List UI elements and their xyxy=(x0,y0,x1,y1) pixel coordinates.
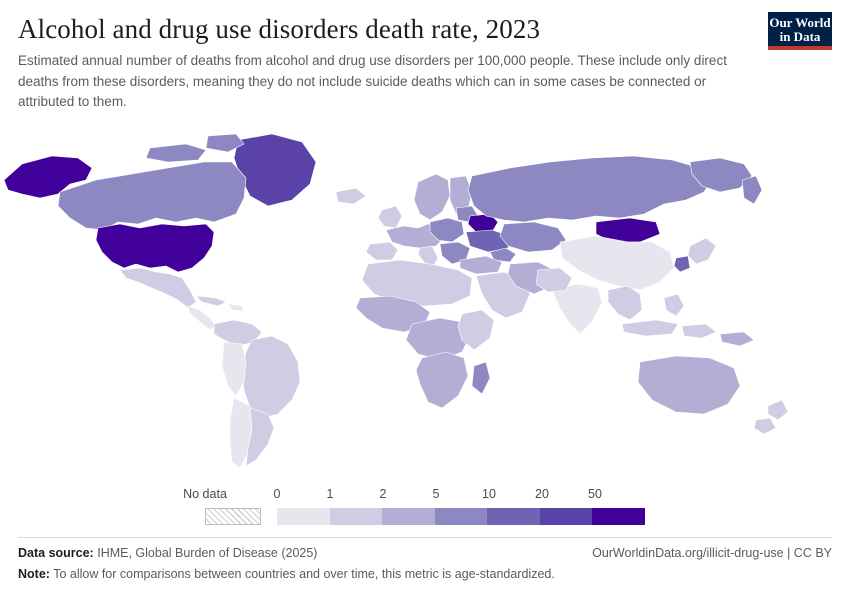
owid-logo-line1: Our World xyxy=(769,15,831,30)
legend-tick-20: 20 xyxy=(535,487,549,501)
legend-swatch-2-5[interactable] xyxy=(382,508,435,525)
country-new-zealand-south[interactable] xyxy=(754,418,776,434)
footer-note xyxy=(18,567,832,581)
legend-swatch-5-10[interactable] xyxy=(435,508,488,525)
country-philippines[interactable] xyxy=(664,294,684,316)
legend-tick-2: 2 xyxy=(379,487,387,501)
world-map-svg[interactable] xyxy=(0,118,850,478)
country-australia[interactable] xyxy=(638,356,740,414)
legend-color-bar[interactable] xyxy=(277,508,645,525)
world-map[interactable] xyxy=(0,118,850,478)
owid-logo-line2: in Data xyxy=(779,29,821,45)
country-mexico[interactable] xyxy=(120,268,196,308)
country-indonesia-2[interactable] xyxy=(682,324,716,338)
country-kamchatka[interactable] xyxy=(742,176,762,204)
country-cuba[interactable] xyxy=(196,296,226,306)
legend-swatch-20-50[interactable] xyxy=(540,508,593,525)
legend-tick-10: 10 xyxy=(482,487,496,501)
legend-swatch-1-2[interactable] xyxy=(330,508,383,525)
legend-no-data-label: No data xyxy=(183,487,227,501)
country-new-zealand[interactable] xyxy=(768,400,788,420)
country-india[interactable] xyxy=(552,284,602,334)
country-central-america[interactable] xyxy=(188,306,216,330)
legend-tick-1: 1 xyxy=(326,487,334,501)
legend-swatch-10-20[interactable] xyxy=(487,508,540,525)
footer-note-text: To allow for comparisons between countries and over time, this metric is age-standardized. xyxy=(53,567,555,581)
country-russia[interactable] xyxy=(468,156,712,222)
country-madagascar[interactable] xyxy=(472,362,490,394)
data-source xyxy=(18,546,317,560)
country-china[interactable] xyxy=(560,236,674,290)
country-uk-ireland[interactable] xyxy=(378,206,402,228)
country-hispaniola[interactable] xyxy=(228,304,244,311)
country-korea[interactable] xyxy=(674,256,690,272)
country-canada-arctic-1[interactable] xyxy=(146,144,206,162)
country-indonesia-1[interactable] xyxy=(622,320,678,336)
page-title: Alcohol and drug use disorders death rate, 2023 xyxy=(18,14,541,44)
legend-tick-labels xyxy=(183,487,645,503)
country-papua-new-guinea[interactable] xyxy=(720,332,754,346)
footer-note-label: Note: xyxy=(18,567,50,581)
country-iceland[interactable] xyxy=(336,188,366,204)
legend-swatch-50-plus[interactable] xyxy=(592,508,645,525)
country-japan[interactable] xyxy=(688,238,716,264)
legend-no-data-swatch[interactable] xyxy=(205,508,261,525)
page-subtitle: Estimated annual number of deaths from alcohol and drug use disorders per 100,000 people. These include only direct deaths from these disorders, meaning they do not include suicide deaths which can in some cases be connected or attributed to them. xyxy=(18,53,727,110)
data-source-text: IHME, Global Burden of Disease (2025) xyxy=(97,546,318,560)
country-central-asia[interactable] xyxy=(500,222,566,252)
country-greenland[interactable] xyxy=(234,134,316,206)
country-brazil[interactable] xyxy=(242,336,300,418)
legend-swatch-0-1[interactable] xyxy=(277,508,330,525)
country-iberia[interactable] xyxy=(366,242,398,260)
footer-link[interactable]: OurWorldinData.org/illicit-drug-use | CC BY xyxy=(592,546,832,560)
legend-tick-5: 5 xyxy=(432,487,440,501)
owid-logo xyxy=(768,12,832,50)
country-southern-africa[interactable] xyxy=(416,352,468,408)
legend-tick-0: 0 xyxy=(273,487,281,501)
legend-tick-50: 50 xyxy=(588,487,602,501)
country-scandinavia[interactable] xyxy=(414,174,450,220)
chart-footer xyxy=(18,537,832,581)
country-southeast-asia[interactable] xyxy=(608,286,642,320)
country-peru-bolivia[interactable] xyxy=(222,342,246,396)
data-source-label: Data source: xyxy=(18,546,94,560)
map-legend xyxy=(0,487,850,533)
country-united-states[interactable] xyxy=(96,224,214,272)
